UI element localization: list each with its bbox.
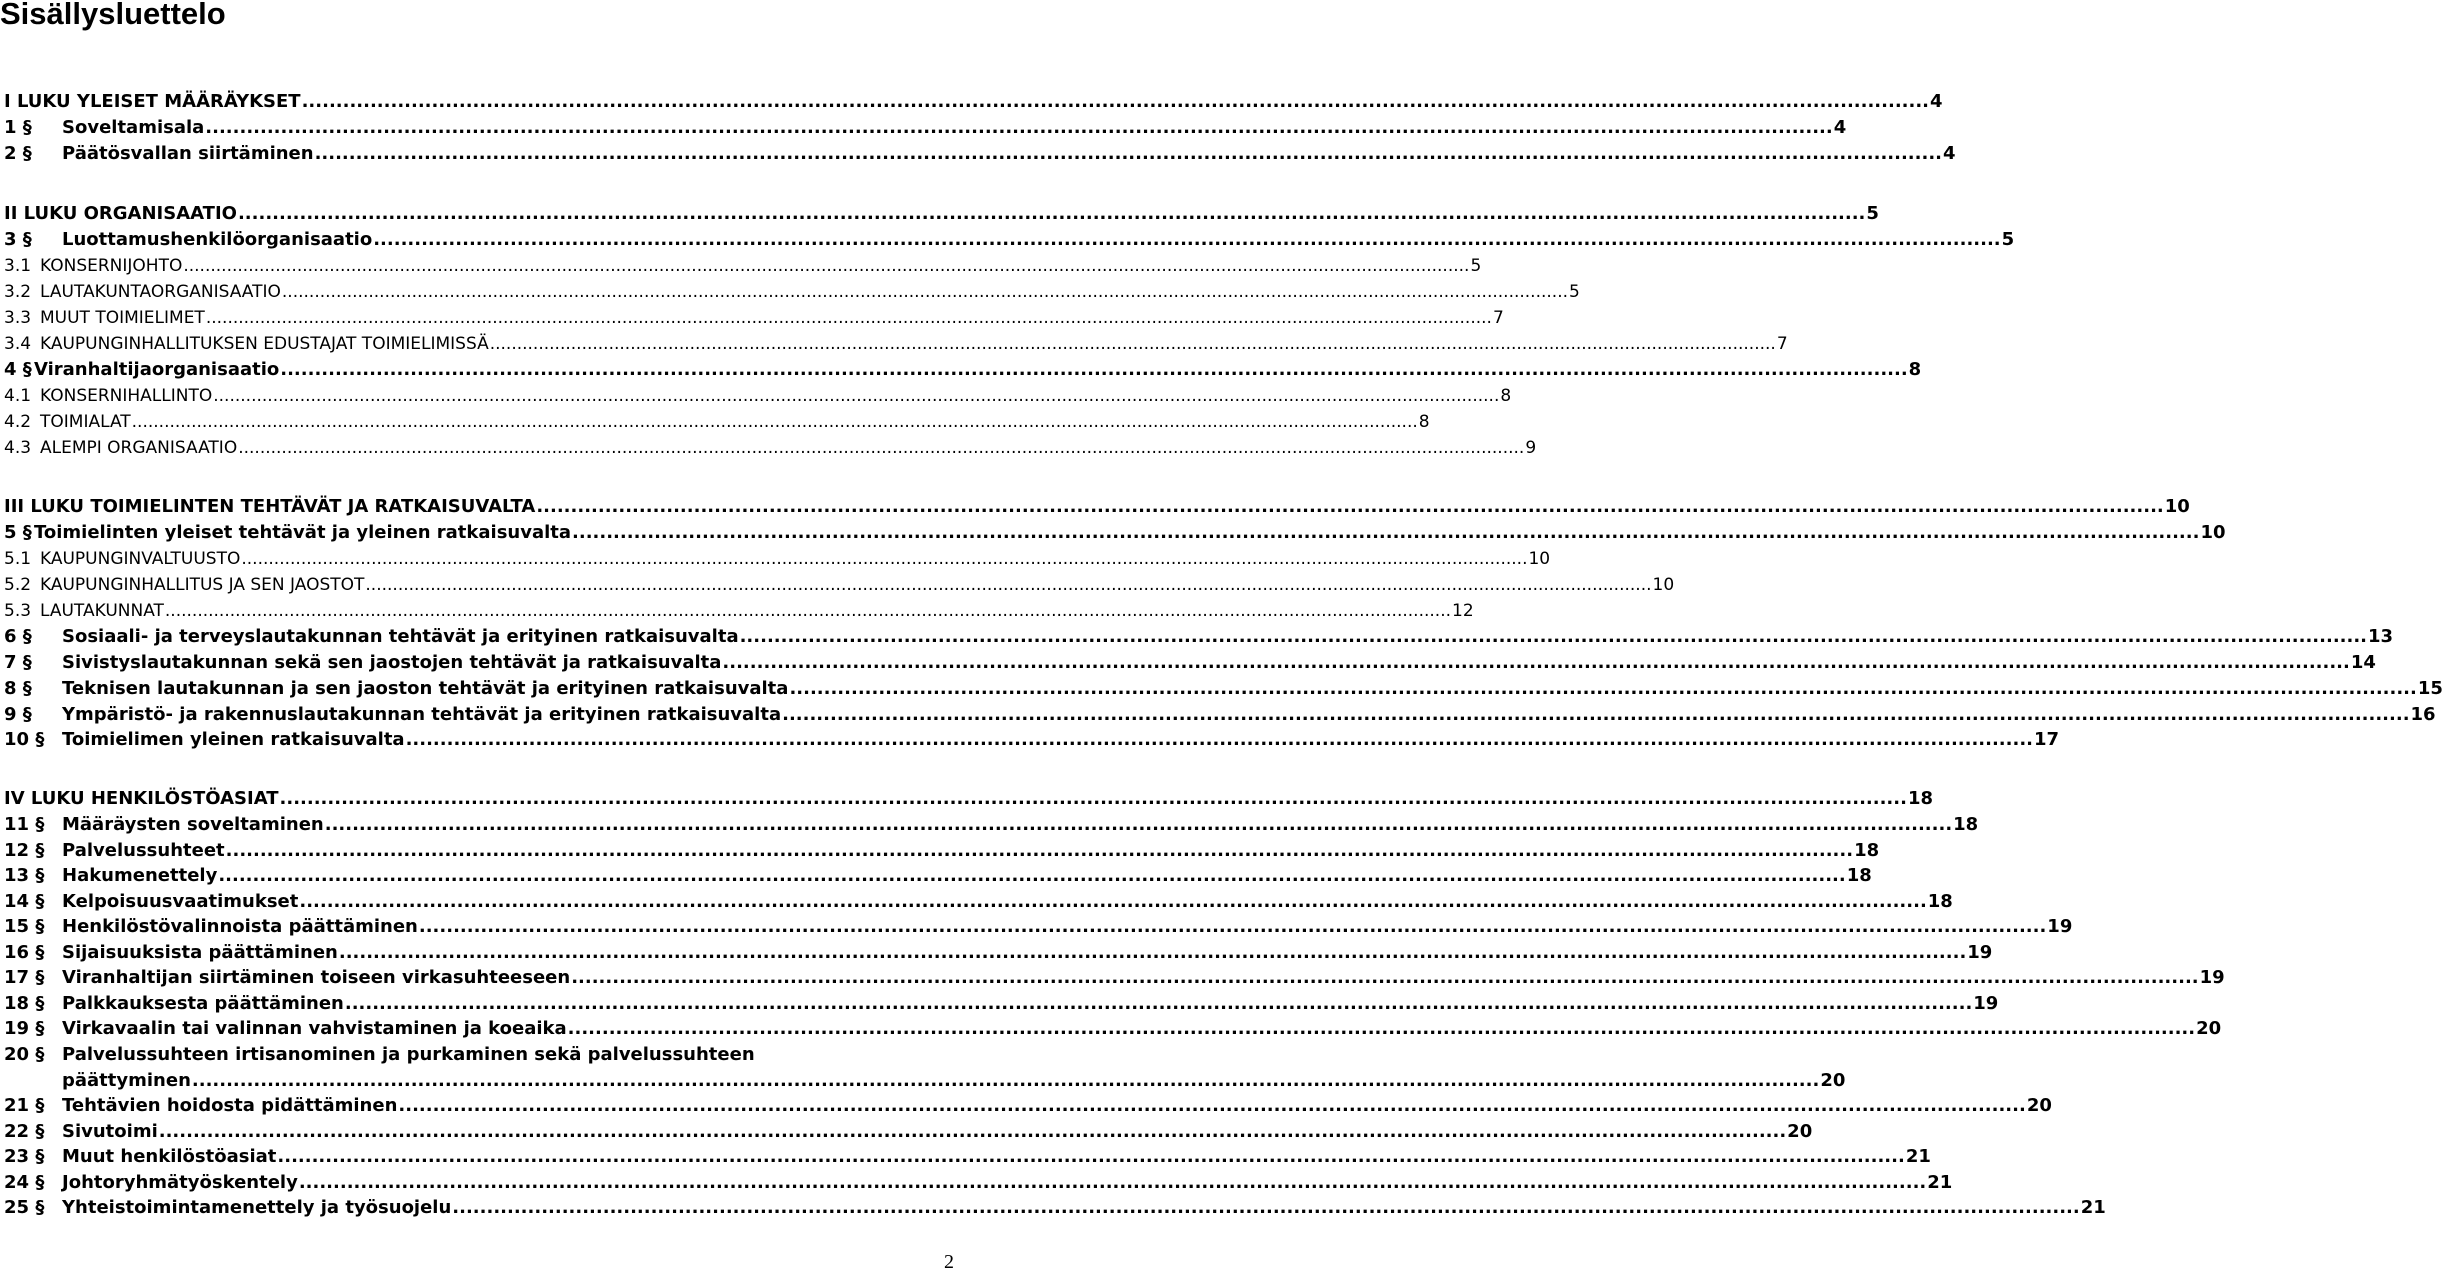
toc-entry-21[interactable] (4, 1093, 2052, 1119)
toc-page-number: 18 (1953, 814, 1979, 835)
toc-entry-label: TOIMIALAT (40, 412, 131, 432)
toc-page-number: 15 (2417, 678, 2443, 699)
toc-entry-number: 12 § (4, 840, 45, 861)
toc-chapter-label: II LUKU ORGANISAATIO (4, 203, 237, 224)
toc-chapter-label: IV LUKU HENKILÖSTÖASIAT (4, 788, 279, 809)
toc-entry-number: 10 § (4, 729, 45, 750)
toc-leader-dots (406, 727, 2033, 753)
toc-entry-label: Viranhaltijaorganisaatio (34, 359, 280, 380)
toc-page-number: 18 (1854, 840, 1880, 861)
toc-chapter-3[interactable] (4, 494, 2190, 520)
toc-page-number: 10 (1652, 575, 1675, 595)
toc-page-number: 8 (1908, 359, 1922, 380)
toc-entry-number: 4.1 (4, 386, 32, 406)
toc-entry-24[interactable] (4, 1170, 1953, 1196)
toc-entry-20[interactable] (4, 1042, 956, 1068)
toc-leader-dots (419, 914, 2046, 940)
toc-entry-number: 2 § (4, 143, 32, 164)
toc-leader-dots (339, 940, 1966, 966)
toc-leader-dots (325, 812, 1952, 838)
toc-entry-label: LAUTAKUNTAORGANISAATIO (40, 282, 281, 302)
toc-entry-number: 5.2 (4, 575, 32, 595)
toc-leader-dots (226, 838, 1853, 864)
toc-entry-11[interactable] (4, 812, 1979, 838)
toc-leader-dots (206, 305, 1492, 331)
toc-entry-label: Tehtävien hoidosta pidättäminen (62, 1095, 398, 1116)
toc-subentry-3-3[interactable] (4, 305, 1504, 331)
toc-leader-dots (132, 409, 1418, 435)
toc-entry-label: Sijaisuuksista päättäminen (62, 942, 338, 963)
toc-page-number: 21 (2080, 1197, 2106, 1218)
toc-entry-number: 3.1 (4, 256, 32, 276)
toc-entry-number: 14 § (4, 891, 45, 912)
toc-page-number: 18 (1846, 865, 1872, 886)
toc-entry-number: 4.2 (4, 412, 32, 432)
toc-leader-dots (165, 598, 1451, 624)
toc-leader-dots (205, 115, 1832, 141)
toc-page-number: 20 (2026, 1095, 2052, 1116)
toc-page-number: 21 (1905, 1146, 1931, 1167)
toc-entry-6[interactable] (4, 624, 2394, 650)
toc-leader-dots (568, 1016, 2195, 1042)
toc-subentry-3-2[interactable] (4, 279, 1580, 305)
toc-entry-number: 4 § (4, 359, 32, 380)
toc-leader-dots (490, 331, 1776, 357)
toc-entry-17[interactable] (4, 965, 2225, 991)
toc-entry-3[interactable] (4, 227, 2015, 253)
toc-entry-number: 23 § (4, 1146, 45, 1167)
toc-entry-number: 5.1 (4, 549, 32, 569)
toc-subentry-4-2[interactable] (4, 409, 1430, 435)
toc-entry-number: 8 § (4, 678, 32, 699)
toc-entry-number: 11 § (4, 814, 45, 835)
toc-entry-number: 6 § (4, 626, 32, 647)
toc-entry-label: KONSERNIJOHTO (40, 256, 183, 276)
toc-leader-dots (782, 702, 2409, 728)
toc-entry-label: Toimielinten yleiset tehtävät ja yleinen ratkaisuvalta (34, 522, 572, 543)
toc-chapter-4[interactable] (4, 786, 1934, 812)
toc-entry-number: 5 § (4, 522, 32, 543)
toc-chapter-label: I LUKU YLEISET MÄÄRÄYKSET (4, 91, 301, 112)
toc-page-number: 5 (1866, 203, 1879, 224)
toc-entry-number: 18 § (4, 993, 45, 1014)
toc-leader-dots (238, 435, 1524, 461)
toc-leader-dots (218, 863, 1845, 889)
toc-page-number: 9 (1525, 438, 1537, 458)
toc-page-number: 14 (2350, 652, 2376, 673)
toc-entry-label: Määräysten soveltaminen (62, 814, 324, 835)
toc-subentry-4-3[interactable] (4, 435, 1537, 461)
toc-leader-dots (315, 141, 1942, 167)
toc-entry-label: Muut henkilöstöasiat (62, 1146, 277, 1167)
toc-entry-label: Ympäristö- ja rakennuslautakunnan tehtävät ja erityinen ratkaisuvalta (62, 704, 782, 725)
toc-page-number: 13 (2368, 626, 2394, 647)
toc-page-number: 16 (2410, 704, 2436, 725)
toc-page-number: 4 (1833, 117, 1847, 138)
toc-subentry-5-2[interactable] (4, 572, 1675, 598)
toc-entry-2[interactable] (4, 141, 1956, 167)
toc-entry-label: Teknisen lautakunnan ja sen jaoston tehtävät ja erityinen ratkaisuvalta (62, 678, 789, 699)
toc-leader-dots (740, 624, 2367, 650)
toc-leader-dots (365, 572, 1651, 598)
toc-chapter-label: III LUKU TOIMIELINTEN TEHTÄVÄT JA RATKAISUVALTA (4, 496, 536, 517)
toc-entry-14[interactable] (4, 889, 1953, 915)
toc-page-number: 4 (1943, 143, 1956, 164)
toc-entry-number: 17 § (4, 967, 45, 988)
toc-leader-dots (345, 991, 1972, 1017)
toc-page-number: 8 (1500, 386, 1512, 406)
toc-chapter-2[interactable] (4, 201, 1879, 227)
toc-subentry-4-1[interactable] (4, 383, 1512, 409)
toc-page-number: 10 (2164, 496, 2190, 517)
toc-page-number: 5 (2001, 229, 2015, 250)
toc-page-number: 7 (1776, 334, 1788, 354)
toc-entry-number: 5.3 (4, 601, 32, 621)
toc-entry-13[interactable] (4, 863, 1872, 889)
toc-leader-dots (299, 1170, 1926, 1196)
toc-entry-5[interactable] (4, 520, 2226, 546)
toc-entry-label: Kelpoisuusvaatimukset (62, 891, 299, 912)
toc-subentry-5-3[interactable] (4, 598, 1474, 624)
toc-entry-22[interactable] (4, 1119, 1813, 1145)
toc-entry-19[interactable] (4, 1016, 2222, 1042)
toc-entry-label: MUUT TOIMIELIMET (40, 308, 205, 328)
toc-entry-label: KAUPUNGINHALLITUKSEN EDUSTAJAT TOIMIELIMISSÄ (40, 334, 489, 354)
toc-page-number: 4 (1930, 91, 1943, 112)
toc-leader-dots (571, 965, 2198, 991)
toc-leader-dots (213, 383, 1499, 409)
toc-leader-dots (277, 1144, 1904, 1170)
toc-leader-dots (452, 1195, 2079, 1221)
toc-entry-number: 3 § (4, 229, 32, 250)
toc-entry-label: Luottamushenkilöorganisaatio (62, 229, 373, 250)
page-number: 2 (944, 1251, 954, 1273)
toc-entry-label: Johtoryhmätyöskentely (62, 1172, 298, 1193)
toc-entry-label: Viranhaltijan siirtäminen toiseen virkasuhteeseen (62, 967, 571, 988)
toc-entry-16[interactable] (4, 940, 1993, 966)
toc-page-number: 19 (1967, 942, 1993, 963)
toc-entry-label: Palvelussuhteet (62, 840, 225, 861)
toc-entry-label: Hakumenettely (62, 865, 218, 886)
toc-entry-number: 21 § (4, 1095, 45, 1116)
toc-page-number: 7 (1492, 308, 1504, 328)
toc-leader-dots (183, 253, 1469, 279)
toc-page-number: 8 (1418, 412, 1430, 432)
toc-leader-dots (241, 546, 1527, 572)
toc-page-number: 5 (1470, 256, 1482, 276)
toc-entry-number: 16 § (4, 942, 45, 963)
toc-page-number: 20 (2196, 1018, 2222, 1039)
toc-entry-number: 19 § (4, 1018, 45, 1039)
toc-entry-label: Toimielimen yleinen ratkaisuvalta (62, 729, 405, 750)
toc-entry-label: Henkilöstövalinnoista päättäminen (62, 916, 418, 937)
toc-leader-dots (536, 494, 2163, 520)
toc-entry-label: Palvelussuhteen irtisanominen ja purkaminen sekä palvelussuhteen (62, 1044, 755, 1065)
toc-entry-15[interactable] (4, 914, 2073, 940)
toc-subentry-5-1[interactable] (4, 546, 1551, 572)
toc-entry-label: KAUPUNGINVALTUUSTO (40, 549, 241, 569)
toc-page-number: 12 (1452, 601, 1474, 621)
toc-entry-number: 25 § (4, 1197, 45, 1218)
toc-entry-number: 24 § (4, 1172, 45, 1193)
toc-subentry-3-1[interactable] (4, 253, 1482, 279)
toc-entry-number: 4.3 (4, 438, 32, 458)
toc-page-number: 19 (2047, 916, 2073, 937)
toc-entry-number: 3.4 (4, 334, 32, 354)
toc-leader-dots (159, 1119, 1786, 1145)
toc-page-number: 19 (1973, 993, 1999, 1014)
toc-entry-number: 3.2 (4, 282, 32, 302)
toc-leader-dots (302, 89, 1929, 115)
toc-leader-dots (722, 650, 2349, 676)
toc-entry-number: 13 § (4, 865, 45, 886)
toc-entry-label: Päätösvallan siirtäminen (62, 143, 314, 164)
toc-entry-label: Yhteistoimintamenettely ja työsuojelu (62, 1197, 452, 1218)
toc-leader-dots (789, 676, 2416, 702)
toc-subentry-3-4[interactable] (4, 331, 1788, 357)
toc-chapter-1[interactable] (4, 89, 1943, 115)
toc-entry-8[interactable] (4, 676, 2443, 702)
toc-leader-dots (238, 201, 1865, 227)
toc-entry-label: KONSERNIHALLINTO (40, 386, 213, 406)
toc-page-number: 19 (2199, 967, 2225, 988)
toc-entry-label: Soveltamisala (62, 117, 205, 138)
toc-leader-dots (192, 1068, 1819, 1094)
toc-entry-label: LAUTAKUNNAT (40, 601, 164, 621)
toc-entry-25[interactable] (4, 1195, 2106, 1221)
toc-entry-label: Virkavaalin tai valinnan vahvistaminen ja koeaika (62, 1018, 567, 1039)
toc-entry-number: 7 § (4, 652, 32, 673)
toc-leader-dots (282, 279, 1568, 305)
page-title: Sisällysluettelo (0, 0, 226, 31)
toc-entry-20-continuation[interactable] (62, 1068, 1846, 1094)
toc-leader-dots (398, 1093, 2025, 1119)
toc-entry-label-continued: päättyminen (62, 1070, 191, 1091)
toc-entry-number: 9 § (4, 704, 32, 725)
toc-entry-18[interactable] (4, 991, 1999, 1017)
toc-entry-23[interactable] (4, 1144, 1931, 1170)
toc-entry-number: 15 § (4, 916, 45, 937)
toc-page-number: 10 (1528, 549, 1551, 569)
toc-entry-label: Palkkauksesta päättäminen (62, 993, 344, 1014)
toc-leader-dots (299, 889, 1926, 915)
toc-entry-number: 22 § (4, 1121, 45, 1142)
toc-entry-number: 20 § (4, 1044, 45, 1065)
toc-entry-1[interactable] (4, 115, 1847, 141)
toc-entry-label: Sosiaali- ja terveyslautakunnan tehtävät ja erityinen ratkaisuvalta (62, 626, 739, 647)
toc-leader-dots (572, 520, 2199, 546)
toc-page-number: 20 (1787, 1121, 1813, 1142)
toc-page-number: 18 (1907, 788, 1934, 809)
toc-page-number: 5 (1569, 282, 1580, 302)
toc-entry-9[interactable] (4, 702, 2436, 728)
toc-entry-12[interactable] (4, 838, 1880, 864)
toc-entry-label: Sivistyslautakunnan sekä sen jaostojen tehtävät ja ratkaisuvalta (62, 652, 722, 673)
toc-entry-label: Sivutoimi (62, 1121, 158, 1142)
toc-entry-4[interactable] (4, 357, 1922, 383)
toc-entry-10[interactable] (4, 727, 2060, 753)
toc-page-number: 10 (2200, 522, 2226, 543)
toc-leader-dots (373, 227, 2000, 253)
toc-entry-number: 1 § (4, 117, 32, 138)
toc-entry-label: KAUPUNGINHALLITUS JA SEN JAOSTOT (40, 575, 365, 595)
toc-page-number: 18 (1927, 891, 1953, 912)
toc-leader-dots (280, 357, 1907, 383)
toc-entry-7[interactable] (4, 650, 2376, 676)
toc-entry-label: ALEMPI ORGANISAATIO (40, 438, 238, 458)
toc-page-number: 21 (1927, 1172, 1953, 1193)
toc-page-number: 20 (1820, 1070, 1846, 1091)
toc-page-number: 17 (2034, 729, 2060, 750)
toc-entry-number: 3.3 (4, 308, 32, 328)
toc-leader-dots (280, 786, 1907, 812)
